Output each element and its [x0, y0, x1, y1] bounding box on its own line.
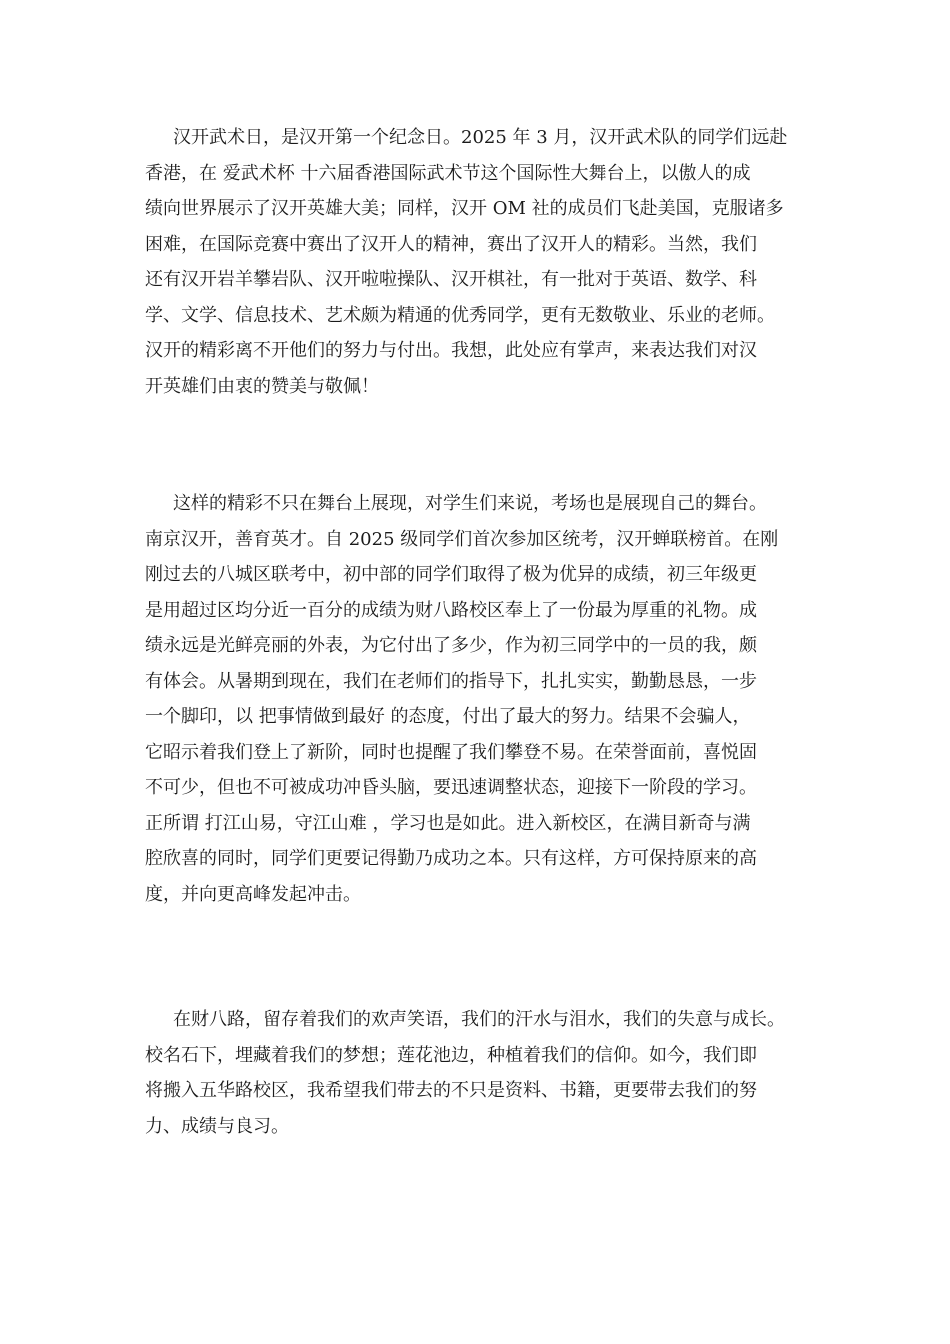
paragraph-line: 汉开武术日，是汉开第一个纪念日。2025 年 3 月，汉开武术队的同学们远赴 — [173, 127, 788, 148]
paragraph-line: 刚过去的八城区联考中，初中部的同学们取得了极为优异的成绩，初三年级更 — [145, 564, 757, 585]
paragraph-line: 绩向世界展示了汉开英雄大美；同样，汉开 OM 社的成员们飞赴美国，克服诸多 — [145, 198, 784, 219]
paragraph-line: 还有汉开岩羊攀岩队、汉开啦啦操队、汉开棋社，有一批对于英语、数学、科 — [145, 269, 757, 290]
paragraph-line: 腔欣喜的同时，同学们更要记得勤乃成功之本。只有这样，方可保持原来的高 — [145, 848, 757, 869]
paragraph-line: 南京汉开，善育英才。自 2025 级同学们首次参加区统考，汉开蝉联榜首。在刚 — [145, 528, 779, 550]
paragraph-line: 学、文学、信息技术、艺术颇为精通的优秀同学，更有无数敬业、乐业的老师。 — [145, 304, 775, 326]
paragraph-line: 汉开的精彩离不开他们的努力与付出。我想，此处应有掌声，来表达我们对汉 — [145, 340, 757, 361]
paragraph-line: 香港，在 爱武术杯 十六届香港国际武术节这个国际性大舞台上，以傲人的成 — [145, 162, 751, 184]
paragraph-line: 将搬入五华路校区，我希望我们带去的不只是资料、书籍，更要带去我们的努 — [145, 1080, 757, 1101]
paragraph-line: 校名石下，埋藏着我们的梦想；莲花池边，种植着我们的信仰。如今，我们即 — [145, 1044, 757, 1066]
paragraph-line: 绩永远是光鲜亮丽的外表，为它付出了多少，作为初三同学中的一员的我，颇 — [145, 635, 757, 656]
paragraph-line: 一个脚印，以 把事情做到最好 的态度，付出了最大的努力。结果不会骗人， — [145, 706, 751, 727]
paragraph-line: 这样的精彩不只在舞台上展现，对学生们来说，考场也是展现自己的舞台。 — [173, 493, 767, 514]
paragraph-line: 开英雄们由衷的赞美与敬佩！ — [145, 375, 379, 397]
paragraph-line: 不可少，但也不可被成功冲昏头脑，要迅速调整状态，迎接下一阶段的学习。 — [145, 777, 757, 798]
paragraph-line: 是用超过区均分近一百分的成绩为财八路校区奉上了一份最为厚重的礼物。成 — [145, 599, 757, 621]
paragraph-line: 它昭示着我们登上了新阶，同时也提醒了我们攀登不易。在荣誉面前，喜悦固 — [145, 741, 757, 763]
paragraph-line: 度，并向更高峰发起冲击。 — [145, 883, 361, 905]
paragraph-exam-stage — [145, 486, 825, 912]
paragraph-line: 力、成绩与良习。 — [145, 1115, 289, 1137]
paragraph-line: 在财八路，留存着我们的欢声笑语，我们的汗水与泪水，我们的失意与成长。 — [173, 1009, 785, 1030]
paragraph-caibalu-campus — [145, 1002, 825, 1144]
paragraph-line: 有体会。从暑期到现在，我们在老师们的指导下，扎扎实实，勤勤恳恳，一步 — [145, 670, 757, 692]
paragraph-line: 困难，在国际竞赛中赛出了汉开人的精神，赛出了汉开人的精彩。当然，我们 — [145, 233, 757, 255]
paragraph-line: 正所谓 打江山易，守江山难 ，学习也是如此。进入新校区，在满目新奇与满 — [145, 812, 751, 834]
paragraph-wushu-day — [145, 120, 825, 404]
